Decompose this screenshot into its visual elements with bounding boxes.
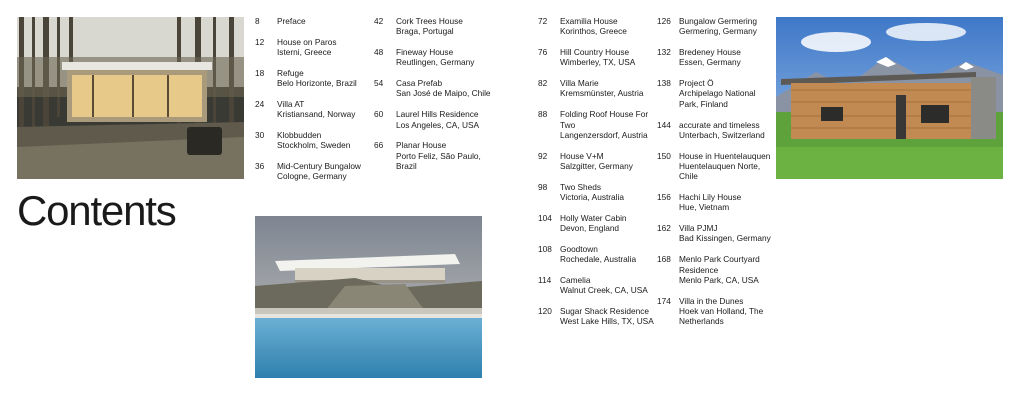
toc-entry-location: Cologne, Germany — [277, 171, 347, 182]
toc-page-number: 54 — [374, 78, 384, 89]
toc-entry-location: Germering, Germany — [679, 26, 757, 37]
toc-entry-location: Unterbach, Switzerland — [679, 129, 765, 140]
toc-entry[interactable] — [538, 275, 658, 296]
toc-entry[interactable] — [657, 151, 777, 182]
toc-page-number: 156 — [657, 192, 671, 203]
toc-page-number: 18 — [255, 67, 265, 78]
toc-entry[interactable] — [657, 120, 777, 141]
toc-entry[interactable] — [657, 16, 777, 37]
toc-page-number: 8 — [255, 16, 260, 26]
toc-entry-title: Bungalow Germering — [679, 16, 757, 26]
toc-entry-title: Villa AT — [277, 98, 305, 109]
toc-entry-location: Braga, Portugal — [396, 26, 454, 37]
toc-page-number: 120 — [538, 306, 552, 317]
toc-entry-text — [560, 109, 658, 140]
toc-entry[interactable] — [538, 182, 658, 203]
toc-entry-text — [679, 223, 777, 244]
toc-page-number: 76 — [538, 47, 548, 58]
toc-entry-title: Laurel Hills Residence — [396, 109, 479, 120]
toc-entry-text — [277, 99, 375, 120]
toc-page-number: 60 — [374, 109, 384, 120]
toc-column-3 — [538, 16, 658, 337]
toc-entry-text — [396, 47, 494, 68]
toc-entry-location: Stockholm, Sweden — [277, 140, 351, 151]
toc-entry[interactable] — [538, 109, 658, 140]
toc-entry[interactable] — [374, 78, 494, 99]
toc-entry[interactable] — [538, 151, 658, 172]
toc-entry-location: Archipelago National Park, Finland — [679, 88, 756, 109]
toc-entry-text — [277, 161, 375, 182]
toc-entry-text — [679, 254, 777, 285]
toc-entry-title: Villa PJMJ — [679, 223, 718, 234]
toc-entry-title: Preface — [277, 16, 306, 26]
toc-page-number: 144 — [657, 119, 671, 130]
toc-column-4 — [657, 16, 777, 337]
toc-entry-text — [679, 78, 777, 109]
toc-entry-location: Huentelauquen Norte, Chile — [679, 160, 761, 182]
toc-page-number: 82 — [538, 78, 548, 89]
toc-page-number: 30 — [255, 130, 265, 141]
toc-page-number: 92 — [538, 150, 548, 161]
toc-page-number: 42 — [374, 16, 384, 26]
toc-entry-title: Klobbudden — [277, 130, 322, 141]
toc-entry-text — [396, 140, 494, 171]
toc-entry-title: Folding Roof House For Two — [560, 109, 649, 130]
toc-entry[interactable] — [255, 16, 375, 26]
toc-page-number: 48 — [374, 47, 384, 58]
toc-entry[interactable] — [538, 306, 658, 327]
toc-entry-text — [679, 192, 777, 213]
toc-entry-location: Rochedale, Australia — [560, 254, 637, 265]
toc-entry-title: Casa Prefab — [396, 78, 443, 89]
toc-entry[interactable] — [255, 68, 375, 89]
toc-entry-title: Villa Marie — [560, 78, 599, 89]
toc-entry[interactable] — [255, 161, 375, 182]
toc-page-number: 114 — [538, 275, 552, 286]
toc-entry-location: Devon, England — [560, 223, 620, 234]
toc-entry-location: Korinthos, Greece — [560, 26, 627, 37]
toc-column-2 — [374, 16, 494, 182]
toc-entry[interactable] — [657, 296, 777, 327]
toc-entry[interactable] — [657, 254, 777, 285]
toc-entry-text — [560, 306, 658, 327]
toc-page-number: 12 — [255, 36, 265, 47]
toc-entry-location: Menlo Park, CA, USA — [679, 274, 759, 285]
toc-entry[interactable] — [538, 213, 658, 234]
toc-entry-location: Isterni, Greece — [277, 47, 332, 58]
toc-page-number: 132 — [657, 47, 671, 58]
toc-entry-title: Hachi Lily House — [679, 192, 742, 203]
toc-entry-text — [560, 47, 658, 68]
toc-entry[interactable] — [657, 78, 777, 109]
toc-entry-location: Hoek van Holland, The Netherlands — [679, 305, 764, 327]
toc-entry-title: Two Sheds — [560, 181, 602, 192]
toc-entry-location: Langenzersdorf, Austria — [560, 129, 648, 140]
toc-entry-title: House on Paros — [277, 36, 337, 47]
toc-entry-text — [560, 16, 658, 37]
toc-entry-title: Mid-Century Bungalow — [277, 161, 361, 172]
toc-page-number: 24 — [255, 98, 265, 109]
toc-entry[interactable] — [374, 109, 494, 130]
toc-entry-location: Hue, Vietnam — [679, 202, 730, 213]
toc-entry-title: Goodtown — [560, 243, 598, 254]
toc-entry[interactable] — [538, 78, 658, 99]
toc-page-number: 66 — [374, 140, 384, 151]
toc-entry-location: Victoria, Australia — [560, 192, 624, 203]
toc-entry-title: Examilia House — [560, 16, 618, 26]
toc-entry-title: accurate and timeless — [679, 119, 760, 130]
toc-entry-text — [560, 182, 658, 203]
toc-entry-text — [679, 151, 777, 182]
toc-entry-text — [277, 130, 375, 151]
toc-entry-title: Camelia — [560, 275, 591, 286]
toc-entry-text — [396, 78, 494, 99]
toc-page-number: 36 — [255, 161, 265, 172]
toc-entry[interactable] — [538, 16, 658, 37]
toc-entry-title: Menlo Park Courtyard Residence — [679, 254, 760, 275]
toc-page-number: 108 — [538, 243, 552, 254]
toc-entry-text — [560, 151, 658, 172]
toc-page-number: 72 — [538, 16, 548, 26]
toc-entry-text — [396, 109, 494, 130]
toc-entry-text — [277, 37, 375, 58]
toc-entry-location: Los Angeles, CA, USA — [396, 119, 480, 130]
toc-entry-text — [277, 16, 375, 26]
photo-glass-house-forest — [17, 17, 244, 179]
toc-page-number: 98 — [538, 181, 548, 192]
toc-entry[interactable] — [374, 16, 494, 37]
toc-entry-text — [396, 16, 494, 37]
toc-entry-title: Cork Trees House — [396, 16, 463, 26]
toc-column-1 — [255, 16, 375, 192]
toc-entry-location: Bad Kissingen, Germany — [679, 233, 771, 244]
toc-page-number: 138 — [657, 78, 671, 89]
toc-page-number: 168 — [657, 254, 671, 265]
photo-white-house-pool — [255, 216, 482, 378]
toc-entry[interactable] — [374, 47, 494, 68]
toc-entry[interactable] — [657, 47, 777, 68]
toc-entry[interactable] — [374, 140, 494, 171]
toc-entry-location: Salzgitter, Germany — [560, 160, 633, 171]
toc-entry[interactable] — [538, 244, 658, 265]
toc-entry-title: Planar House — [396, 140, 447, 151]
toc-entry-location: Porto Feliz, São Paulo, Brazil — [396, 150, 481, 171]
toc-entry-text — [679, 120, 777, 141]
photo-wood-bungalow-alps — [776, 17, 1003, 179]
toc-entry-text — [560, 78, 658, 99]
toc-entry-title: House V+M — [560, 150, 604, 161]
toc-page-number: 88 — [538, 109, 548, 120]
toc-entry-location: Reutlingen, Germany — [396, 57, 475, 68]
toc-entry-text — [560, 213, 658, 234]
toc-entry-text — [679, 296, 777, 327]
toc-entry-location: Walnut Creek, CA, USA — [560, 285, 648, 296]
toc-entry-title: Refuge — [277, 67, 304, 78]
toc-entry-location: Wimberley, TX, USA — [560, 57, 636, 68]
toc-entry-text — [560, 275, 658, 296]
toc-entry[interactable] — [255, 130, 375, 151]
toc-entry-location: Kristiansand, Norway — [277, 109, 356, 120]
toc-entry-title: Hill Country House — [560, 47, 630, 58]
toc-entry[interactable] — [657, 192, 777, 213]
toc-entry[interactable] — [255, 99, 375, 120]
toc-page-number: 150 — [657, 150, 671, 161]
toc-entry-title: Villa in the Dunes — [679, 295, 744, 306]
contents-heading: Contents — [17, 187, 176, 234]
toc-entry-title: House in Huentelauquen — [679, 150, 771, 161]
toc-entry[interactable] — [255, 37, 375, 58]
toc-entry-location: Essen, Germany — [679, 57, 741, 68]
toc-page-number: 126 — [657, 16, 671, 26]
toc-page-number: 174 — [657, 295, 671, 306]
toc-entry-location: West Lake Hills, TX, USA — [560, 316, 654, 327]
toc-entry-title: Bredeney House — [679, 47, 741, 58]
toc-entry-title: Holly Water Cabin — [560, 212, 627, 223]
toc-page-number: 162 — [657, 223, 671, 234]
toc-entry-location: Belo Horizonte, Brazil — [277, 78, 357, 89]
toc-entry-text — [277, 68, 375, 89]
toc-entry-title: Fineway House — [396, 47, 454, 58]
toc-entry-text — [679, 47, 777, 68]
toc-entry-title: Sugar Shack Residence — [560, 306, 650, 317]
toc-entry-title: Project Ö — [679, 78, 714, 89]
toc-entry-location: San José de Maipo, Chile — [396, 88, 491, 99]
toc-entry[interactable] — [538, 47, 658, 68]
toc-entry-location: Kremsmünster, Austria — [560, 88, 644, 99]
toc-entry[interactable] — [657, 223, 777, 244]
toc-entry-text — [560, 244, 658, 265]
toc-entry-text — [679, 16, 777, 37]
toc-page-number: 104 — [538, 212, 552, 223]
